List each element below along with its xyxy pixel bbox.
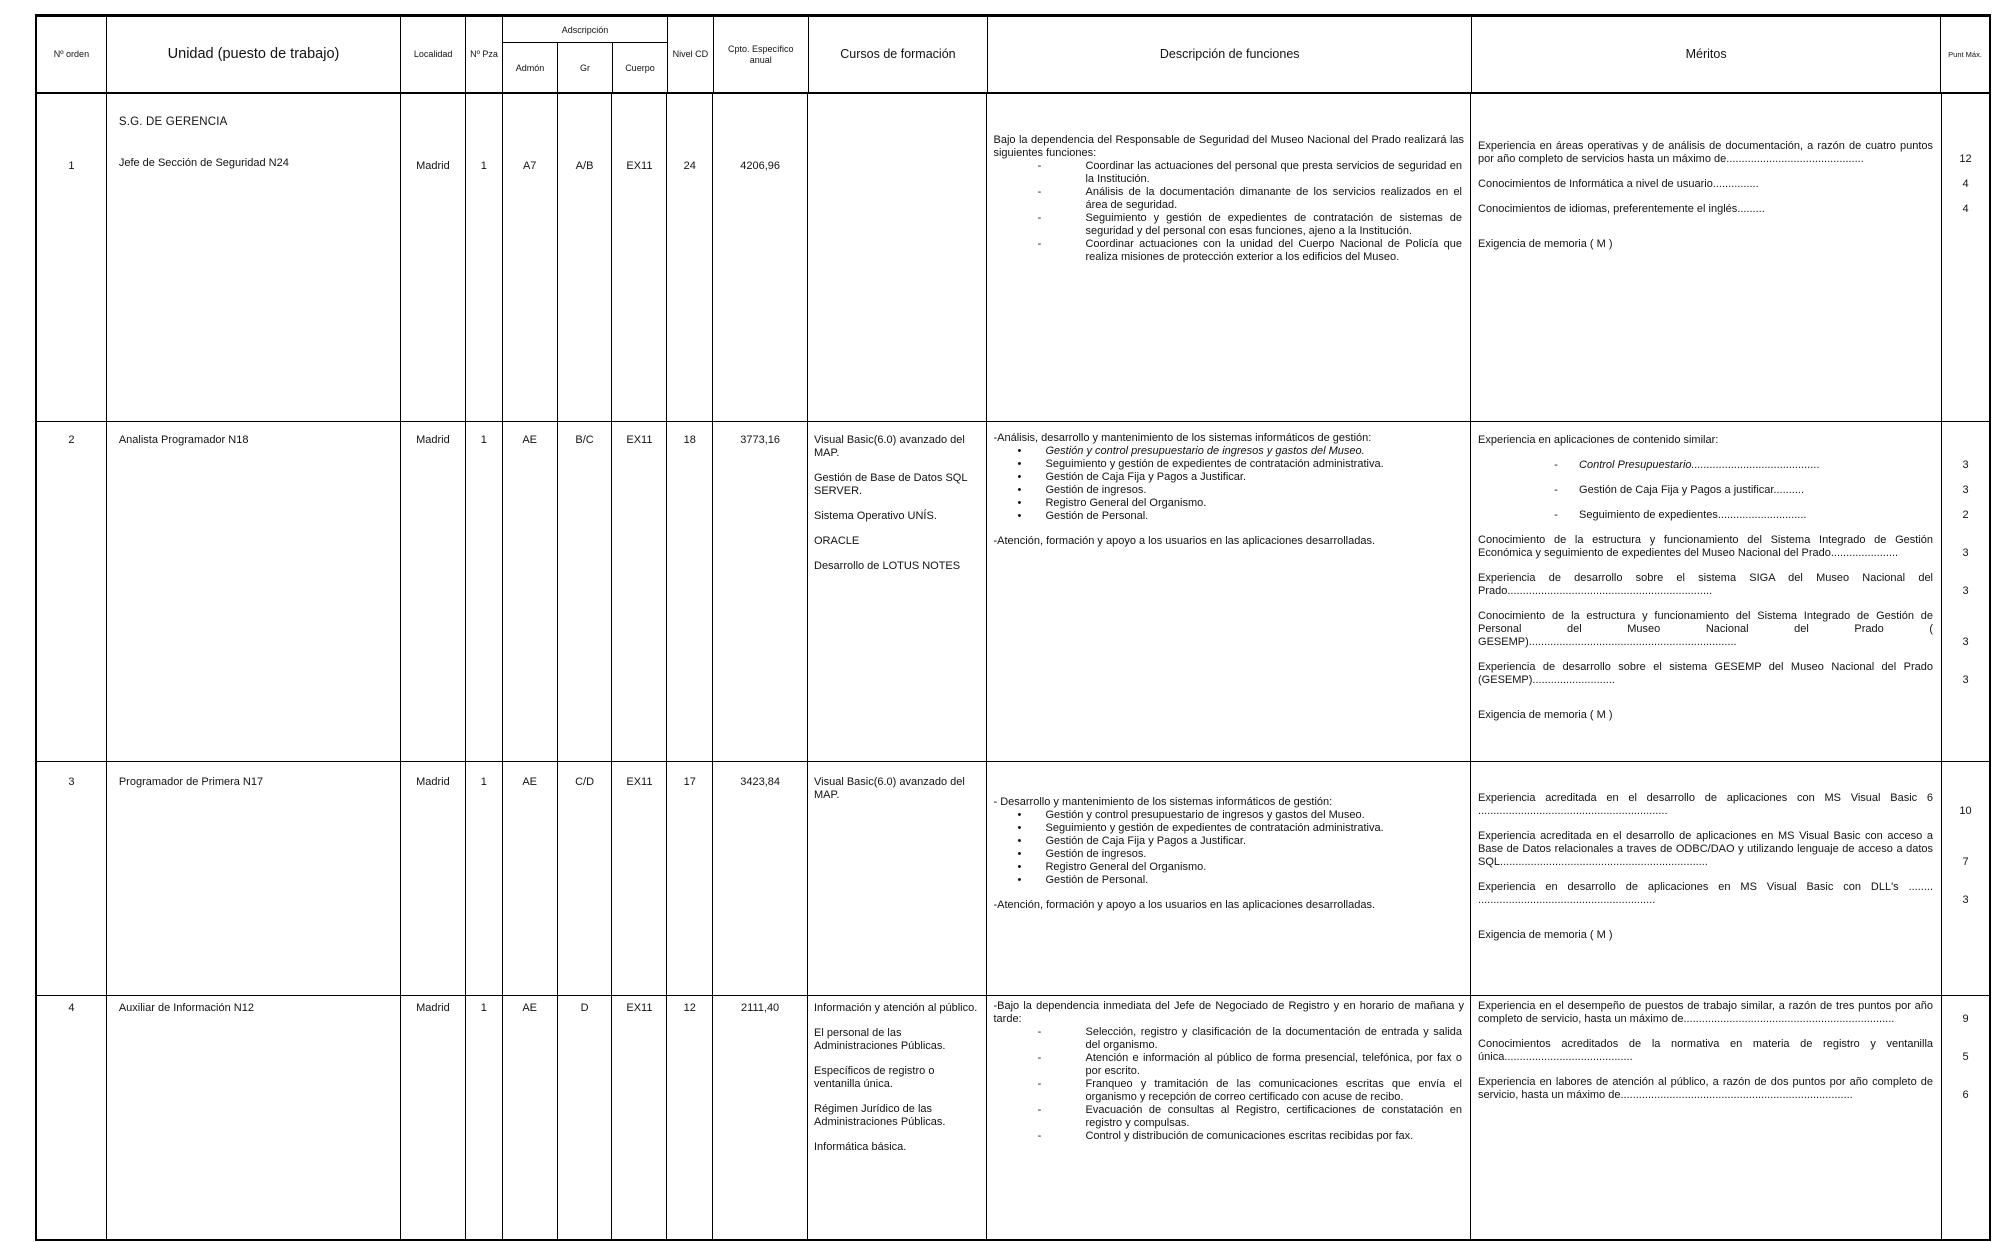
merito-points: 3 (1962, 484, 1969, 496)
descripcion-cell (987, 94, 1471, 421)
merito-points: 4 (1962, 203, 1969, 215)
header-localidad-label: Localidad (413, 49, 453, 60)
bullet-marker: • (1017, 809, 1022, 821)
cpto-especifico-cell (713, 422, 808, 761)
table-row (37, 762, 1989, 996)
merito-points: 5 (1962, 1051, 1969, 1063)
merito-text-content: Conocimientos acreditados de la normativa en materia de registro y ventanilla única.......................................... (1478, 1038, 1934, 1063)
admon-cell-value: A7 (522, 160, 537, 172)
merito-points: 3 (1962, 547, 1969, 559)
merito-points: 3 (1962, 585, 1969, 597)
table-row (37, 996, 1989, 1239)
descripcion-cell (987, 996, 1471, 1239)
plazas-cell-value: 1 (480, 160, 487, 172)
localidad-cell (401, 422, 466, 761)
cursos-item: Visual Basic(6.0) avanzado del MAP. (814, 434, 965, 459)
cursos-item: Informática básica. (814, 1141, 907, 1153)
bullet-marker: • (1017, 484, 1022, 496)
merito-points: 12 (1959, 153, 1972, 165)
grupo-cell (558, 94, 613, 421)
bullet-marker: • (1017, 861, 1022, 873)
cursos-item: ORACLE (814, 535, 860, 547)
cursos-item: Desarrollo de LOTUS NOTES (814, 560, 961, 572)
grupo-cell (558, 422, 613, 761)
descripcion-item-text: Coordinar actuaciones con la unidad del Cuerpo Nacional de Policía que realiza misiones de protección exterior a los edificios del Museo. (1085, 238, 1463, 263)
descripcion-item-text: Coordinar las actuaciones del personal que presta servicios de seguridad en la Institución. (1085, 160, 1463, 185)
descripcion-item (993, 1078, 1464, 1104)
plazas-cell (466, 422, 503, 761)
merito-text (1471, 929, 1941, 942)
admon-cell-value: AE (522, 1002, 538, 1014)
merito-item (1471, 203, 1989, 216)
localidad-cell (401, 762, 466, 995)
header-adscripcion: Adscripción (503, 17, 668, 43)
merito-item (1471, 1038, 1989, 1064)
cpto-especifico-cell (713, 94, 808, 421)
descripcion-item (993, 445, 1464, 458)
header-cursos-label: Cursos de formación (840, 47, 956, 62)
descripcion-item (993, 1104, 1464, 1130)
meritos-cell (1471, 94, 1989, 421)
meritos-cell (1471, 422, 1989, 761)
meritos-cell (1471, 996, 1989, 1239)
merito-text (1471, 661, 1941, 687)
nivel-cd-cell-value: 17 (683, 776, 696, 788)
cursos-item: Gestión de Base de Datos SQL SERVER. (814, 472, 968, 497)
orden-cell (37, 94, 107, 421)
cursos-item: Sistema Operativo UNÍS. (814, 510, 937, 522)
descripcion-item (993, 835, 1464, 848)
merito-text-content: Seguimiento de expedientes............................. (1579, 509, 1807, 521)
admon-cell-value: AE (522, 776, 538, 788)
localidad-cell-value: Madrid (416, 776, 450, 788)
descripcion-item (993, 497, 1464, 510)
bullet-marker: - (1037, 1104, 1042, 1116)
orden-cell-value: 3 (68, 776, 75, 788)
descripcion-item-text: Seguimiento y gestión de expedientes de contratación de sistemas de seguridad y del personal con esas funciones, ajeno a la Institución. (1085, 212, 1463, 237)
bullet-marker: - (1037, 238, 1042, 250)
descripcion-item (993, 510, 1464, 523)
merito-dash: - (1554, 459, 1558, 471)
orden-cell (37, 996, 107, 1239)
cpto-especifico-cell-value: 2111,40 (741, 1002, 780, 1014)
bullet-marker: • (1017, 835, 1022, 847)
orden-cell (37, 762, 107, 995)
merito-points: 7 (1962, 856, 1969, 868)
merito-item (1471, 140, 1989, 166)
header-descripcion-label: Descripción de funciones (1159, 47, 1300, 62)
nivel-cd-cell (667, 996, 713, 1239)
cursos-item: Información y atención al público. (814, 1002, 978, 1014)
descripcion-item (993, 1130, 1464, 1143)
descripcion-item (993, 848, 1464, 861)
descripcion-item (993, 238, 1464, 264)
merito-text (1471, 178, 1941, 191)
cursos-item: Visual Basic(6.0) avanzado del MAP. (814, 776, 965, 801)
merito-text-content: Experiencia acreditada en el desarrollo de aplicaciones en MS Visual Basic con acceso a Base de Datos relacionales a traves de ODBC/DAO y utilizando lenguaje de acceso a datos SQL.................................................................... (1478, 830, 1934, 868)
orden-cell-value: 1 (68, 160, 75, 172)
merito-points: 3 (1962, 674, 1969, 686)
merito-item (1471, 572, 1989, 598)
merito-item (1471, 534, 1989, 560)
cuerpo-cell (612, 996, 667, 1239)
merito-item (1471, 1000, 1989, 1026)
merito-text (1471, 610, 1941, 649)
unidad-cell (107, 94, 401, 421)
nivel-cd-cell (667, 94, 713, 421)
descripcion-intro: Bajo la dependencia del Responsable de Seguridad del Museo Nacional del Prado realizará las siguientes funciones: (993, 134, 1465, 159)
bullet-marker: • (1017, 822, 1022, 834)
descripcion-item-text: Análisis de la documentación dimanante de los servicios realizados en el área de seguridad. (1085, 186, 1463, 211)
descripcion-item-text: Gestión y control presupuestario de ingresos y gastos del Museo. (1045, 809, 1365, 821)
header-gr: Gr (558, 43, 613, 92)
descripcion-item (993, 471, 1464, 484)
descripcion-outro: -Atención, formación y apoyo a los usuarios en las aplicaciones desarrolladas. (993, 899, 1376, 911)
bullet-marker: • (1017, 458, 1022, 470)
merito-item (1471, 709, 1989, 722)
header-plazas-label: Nº Pza (470, 49, 498, 60)
merito-item (1471, 178, 1989, 191)
merito-item (1471, 1076, 1989, 1102)
job-posting-table (35, 14, 1991, 1241)
merito-text-content: Exigencia de memoria ( M ) (1478, 238, 1613, 250)
header-cpto (714, 17, 809, 92)
merito-item (1471, 459, 1989, 472)
unidad-cell (107, 996, 401, 1239)
header-unidad (107, 17, 401, 92)
merito-item (1471, 484, 1989, 497)
descripcion-item (993, 1052, 1464, 1078)
descripcion-intro: -Análisis, desarrollo y mantenimiento de los sistemas informáticos de gestión: (993, 432, 1372, 444)
merito-dash: - (1554, 509, 1558, 521)
merito-text-content: Experiencia acreditada en el desarrollo de aplicaciones con MS Visual Basic 6 .............................................................. (1478, 792, 1934, 817)
descripcion-outro: -Atención, formación y apoyo a los usuarios en las aplicaciones desarrolladas. (993, 535, 1376, 547)
descripcion-cell (987, 422, 1471, 761)
header-punt-label: Punt Máx. (1948, 50, 1982, 59)
cuerpo-cell-value: EX11 (626, 160, 653, 172)
merito-item (1471, 661, 1989, 687)
descripcion-item-text: Seguimiento y gestión de expedientes de contratación administrativa. (1045, 458, 1384, 470)
merito-text-content: Experiencia en labores de atención al público, a razón de dos puntos por año completo de servicio, hasta un máximo de............................................................................ (1478, 1076, 1934, 1101)
plazas-cell (466, 996, 503, 1239)
plazas-cell (466, 762, 503, 995)
cursos-item: Específicos de registro o ventanilla única. (814, 1065, 935, 1090)
cpto-especifico-cell-value: 3423,84 (740, 776, 780, 788)
puesto-title: Jefe de Sección de Seguridad N24 (118, 157, 289, 169)
bullet-marker: • (1017, 445, 1022, 457)
descripcion-item (993, 809, 1464, 822)
merito-text (1471, 534, 1941, 560)
bullet-marker: - (1037, 160, 1042, 172)
descripcion-item (993, 186, 1464, 212)
nivel-cd-cell-value: 18 (683, 434, 696, 446)
header-adscripcion-subrow (503, 43, 668, 92)
bullet-marker: • (1017, 471, 1022, 483)
nivel-cd-cell (667, 422, 713, 761)
descripcion-cell (987, 762, 1471, 995)
header-orden (37, 17, 107, 92)
cpto-especifico-cell (713, 762, 808, 995)
descripcion-intro: - Desarrollo y mantenimiento de los sistemas informáticos de gestión: (993, 796, 1333, 808)
merito-text (1471, 1076, 1941, 1102)
header-punt-max (1941, 17, 1989, 92)
merito-text (1471, 238, 1941, 251)
header-unidad-label: Unidad (puesto de trabajo) (167, 46, 340, 63)
plazas-cell (466, 94, 503, 421)
merito-text-content: Gestión de Caja Fija y Pagos a justificar.......... (1579, 484, 1805, 496)
header-admon: Admón (503, 43, 558, 92)
descripcion-item (993, 484, 1464, 497)
descripcion-item (993, 160, 1464, 186)
puesto-title: Analista Programador N18 (118, 434, 249, 446)
bullet-marker: - (1037, 1052, 1042, 1064)
merito-points: 3 (1962, 636, 1969, 648)
descripcion-item-text: Gestión de Caja Fija y Pagos a Justificar. (1045, 471, 1247, 483)
bullet-marker: - (1037, 1078, 1042, 1090)
merito-text (1471, 792, 1941, 818)
descripcion-item-text: Seguimiento y gestión de expedientes de contratación administrativa. (1045, 822, 1384, 834)
cuerpo-cell-value: EX11 (626, 1002, 653, 1014)
descripcion-intro: -Bajo la dependencia inmediata del Jefe de Negociado de Registro y en horario de mañana y tarde: (993, 1000, 1465, 1025)
descripcion-item-text: Atención e información al público de forma presencial, telefónica, por fax o por escrito. (1085, 1052, 1463, 1077)
merito-item (1471, 929, 1989, 942)
orden-cell-value: 2 (68, 434, 75, 446)
header-orden-label: Nº orden (53, 49, 90, 60)
header-adscripcion-group (503, 17, 668, 92)
merito-text (1471, 881, 1941, 907)
merito-text (1471, 1038, 1941, 1064)
plazas-cell-value: 1 (480, 434, 487, 446)
localidad-cell (401, 94, 466, 421)
header-nivel-label: Nivel CD (672, 49, 709, 60)
bullet-marker: • (1017, 848, 1022, 860)
cuerpo-cell (612, 762, 667, 995)
merito-text-content: Conocimientos de Informática a nivel de usuario............... (1478, 178, 1759, 190)
merito-text (1471, 572, 1941, 598)
admon-cell (503, 762, 558, 995)
descripcion-item (993, 1026, 1464, 1052)
merito-text-content: Conocimiento de la estructura y funcionamiento del Sistema Integrado de Gestión Económica y seguimiento de expedientes del Museo Nacional del Prado...................... (1478, 534, 1934, 559)
grupo-cell-value: C/D (575, 776, 595, 788)
descripcion-item-text: Gestión y control presupuestario de ingresos y gastos del Museo. (1045, 445, 1365, 457)
header-plazas (466, 17, 503, 92)
merito-text (1471, 140, 1941, 166)
grupo-cell-value: B/C (575, 434, 594, 446)
bullet-marker: - (1037, 186, 1042, 198)
merito-text (1471, 434, 1941, 447)
merito-dash: - (1554, 484, 1558, 496)
merito-item (1471, 238, 1989, 251)
descripcion-item-text: Gestión de ingresos. (1045, 484, 1147, 496)
descripcion-item-text: Franqueo y tramitación de las comunicaciones escritas que envía el organismo y recepción de correo certificado con acuse de recibo. (1085, 1078, 1463, 1103)
table-header (37, 17, 1989, 94)
header-meritos (1472, 17, 1941, 92)
merito-text-content: Exigencia de memoria ( M ) (1478, 709, 1613, 721)
merito-item (1471, 881, 1989, 907)
cursos-cell (808, 996, 987, 1239)
merito-text-content: Exigencia de memoria ( M ) (1478, 929, 1613, 941)
bullet-marker: • (1017, 497, 1022, 509)
merito-points: 3 (1962, 459, 1969, 471)
plazas-cell-value: 1 (480, 1002, 487, 1014)
descripcion-item (993, 458, 1464, 471)
grupo-cell-value: D (580, 1002, 589, 1014)
merito-text (1471, 484, 1941, 497)
merito-points: 10 (1959, 805, 1972, 817)
section-heading: S.G. DE GERENCIA (118, 116, 228, 128)
merito-text (1471, 203, 1941, 216)
merito-text (1471, 459, 1941, 472)
nivel-cd-cell-value: 24 (683, 160, 696, 172)
cursos-cell (808, 762, 987, 995)
merito-text-content: Experiencia en desarrollo de aplicaciones en MS Visual Basic con DLL's ........ .......................................................... (1478, 881, 1934, 906)
descripcion-item-text: Gestión de Caja Fija y Pagos a Justificar. (1045, 835, 1247, 847)
cursos-item: El personal de las Administraciones Públicas. (814, 1027, 946, 1052)
nivel-cd-cell (667, 762, 713, 995)
merito-text-content: Conocimientos de idiomas, preferentemente el inglés......... (1478, 203, 1765, 215)
table-row (37, 94, 1989, 422)
descripcion-item (993, 822, 1464, 835)
grupo-cell (558, 762, 613, 995)
localidad-cell-value: Madrid (416, 160, 450, 172)
merito-text-content: Experiencia en el desempeño de puestos de trabajo similar, a razón de tres puntos por año completo de servicio, hasta un máximo de..................................................................... (1478, 1000, 1934, 1025)
plazas-cell-value: 1 (480, 776, 487, 788)
merito-item (1471, 434, 1989, 447)
merito-text-content: Experiencia de desarrollo sobre el sistema GESEMP del Museo Nacional del Prado (GESEMP)........................... (1478, 661, 1934, 686)
cuerpo-cell-value: EX11 (626, 776, 653, 788)
header-cursos (809, 17, 989, 92)
unidad-cell (107, 422, 401, 761)
merito-item (1471, 792, 1989, 818)
localidad-cell-value: Madrid (416, 434, 450, 446)
merito-item (1471, 830, 1989, 869)
header-cuerpo: Cuerpo (613, 43, 668, 92)
header-meritos-label: Méritos (1685, 47, 1727, 62)
merito-text (1471, 509, 1941, 522)
cuerpo-cell-value: EX11 (626, 434, 653, 446)
localidad-cell (401, 996, 466, 1239)
localidad-cell-value: Madrid (416, 1002, 450, 1014)
table-body (37, 94, 1989, 1239)
grupo-cell (558, 996, 613, 1239)
descripcion-item-text: Gestión de ingresos. (1045, 848, 1147, 860)
admon-cell (503, 94, 558, 421)
cpto-especifico-cell (713, 996, 808, 1239)
header-localidad (401, 17, 466, 92)
descripcion-item (993, 212, 1464, 238)
merito-text-content: Experiencia de desarrollo sobre el sistema SIGA del Museo Nacional del Prado................................................................... (1478, 572, 1934, 597)
grupo-cell-value: A/B (575, 160, 594, 172)
bullet-marker: - (1037, 1130, 1042, 1142)
descripcion-item-text: Evacuación de consultas al Registro, certificaciones de constatación en registro y compulsas. (1085, 1104, 1463, 1129)
cursos-item: Régimen Jurídico de las Administraciones Públicas. (814, 1103, 946, 1128)
table-row (37, 422, 1989, 762)
puesto-title: Programador de Primera N17 (118, 776, 264, 788)
admon-cell (503, 422, 558, 761)
cursos-cell (808, 94, 987, 421)
cuerpo-cell (612, 422, 667, 761)
merito-points: 2 (1962, 509, 1969, 521)
merito-item (1471, 610, 1989, 649)
descripcion-item-text: Control y distribución de comunicaciones escritas recibidas por fax. (1085, 1130, 1414, 1142)
bullet-marker: • (1017, 874, 1022, 886)
merito-points: 9 (1962, 1013, 1969, 1025)
descripcion-item-text: Gestión de Personal. (1045, 510, 1149, 522)
admon-cell (503, 996, 558, 1239)
merito-text-content: Control Presupuestario.......................................... (1579, 459, 1820, 471)
bullet-marker: - (1037, 1026, 1042, 1038)
bullet-marker: - (1037, 212, 1042, 224)
merito-text (1471, 1000, 1941, 1026)
cuerpo-cell (612, 94, 667, 421)
merito-text-content: Experiencia en aplicaciones de contenido similar: (1478, 434, 1719, 446)
cpto-especifico-cell-value: 4206,96 (740, 160, 780, 172)
descripcion-item-text: Registro General del Organismo. (1045, 497, 1207, 509)
merito-text (1471, 830, 1941, 869)
header-descripcion (988, 17, 1472, 92)
descripcion-item (993, 861, 1464, 874)
puesto-title: Auxiliar de Información N12 (118, 1002, 254, 1014)
merito-text (1471, 709, 1941, 722)
unidad-cell (107, 762, 401, 995)
cursos-cell (808, 422, 987, 761)
header-nivel-cd (668, 17, 714, 92)
merito-text-content: Conocimiento de la estructura y funcionamiento del Sistema Integrado de Gestión de Personal del Museo Nacional del Prado ( GESEMP).................................................................... (1478, 610, 1934, 648)
descripcion-item (993, 874, 1464, 887)
orden-cell (37, 422, 107, 761)
descripcion-item-text: Registro General del Organismo. (1045, 861, 1207, 873)
orden-cell-value: 4 (68, 1002, 75, 1014)
bullet-marker: • (1017, 510, 1022, 522)
merito-points: 4 (1962, 178, 1969, 190)
descripcion-item-text: Gestión de Personal. (1045, 874, 1149, 886)
header-cpto-label: Cpto. Específico anual (727, 44, 794, 65)
descripcion-item-text: Selección, registro y clasificación de la documentación de entrada y salida del organismo. (1085, 1026, 1463, 1051)
merito-points: 3 (1962, 894, 1969, 906)
merito-text-content: Experiencia en áreas operativas y de análisis de documentación, a razón de cuatro puntos por año completo de servicios hasta un máximo de............................................. (1478, 140, 1934, 165)
cpto-especifico-cell-value: 3773,16 (740, 434, 780, 446)
merito-points: 6 (1962, 1089, 1969, 1101)
meritos-cell (1471, 762, 1989, 995)
nivel-cd-cell-value: 12 (683, 1002, 696, 1014)
merito-item (1471, 509, 1989, 522)
admon-cell-value: AE (522, 434, 538, 446)
